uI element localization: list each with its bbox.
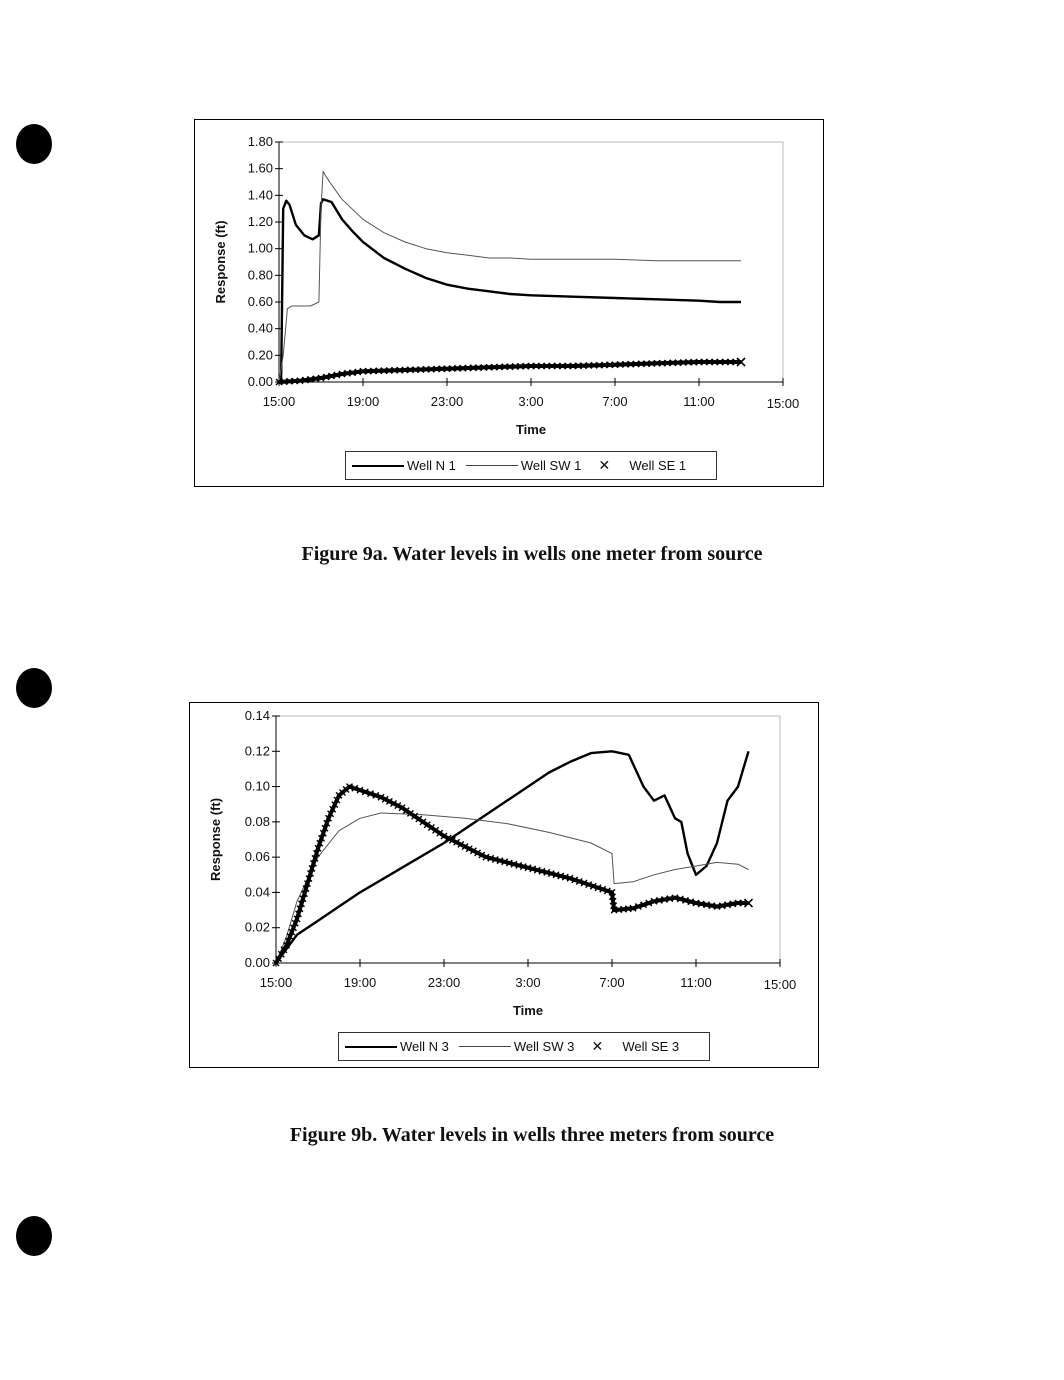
- legend-thin-line-icon: [459, 1046, 511, 1047]
- y-tick-label: 0.40: [247, 320, 273, 336]
- legend-item-well-se3: [584, 1038, 679, 1055]
- y-tick-label: 0.00: [247, 374, 273, 389]
- y-tick-label: 0.12: [244, 743, 270, 759]
- plot-area-frame: [276, 716, 780, 963]
- chart-figure-9a: [194, 119, 824, 487]
- x-axis-title: Time: [515, 422, 547, 437]
- legend-label-well-n1: Well N 1: [407, 458, 456, 473]
- plot-area-frame: [279, 142, 783, 382]
- caption-figure-9a: Figure 9a. Water levels in wells one meter from source: [301, 543, 763, 565]
- x-tick-label: 23:00: [430, 394, 464, 409]
- x-tick-label: 11:00: [683, 394, 715, 409]
- legend-thick-line-icon: [345, 1046, 397, 1048]
- series-well-n-1-line: [279, 199, 741, 382]
- y-tick-label: 0.08: [244, 813, 270, 829]
- chart-figure-9a-plot: [195, 120, 825, 488]
- binder-hole-middle: [16, 668, 52, 708]
- x-tick-label: 11:00: [680, 975, 712, 990]
- legend-thick-line-icon: [352, 465, 404, 467]
- y-tick-label: 0.06: [244, 849, 270, 865]
- legend-label-well-sw3: Well SW 3: [513, 1039, 575, 1054]
- legend-x-marker-icon: ✕: [591, 1038, 604, 1054]
- legend-item-well-sw3: [459, 1039, 574, 1054]
- series-well-n-3-line: [276, 751, 749, 963]
- series-well-sw-3-line: [276, 813, 749, 963]
- x-tick-label: 19:00: [346, 394, 380, 409]
- chart-figure-9a-legend: [345, 451, 717, 480]
- x-tick-label: 15:00: [763, 977, 797, 992]
- y-tick-label: 1.80: [247, 134, 273, 149]
- legend-item-well-n3: [345, 1039, 449, 1054]
- series-well-se-1: [276, 358, 745, 385]
- y-tick-label: 0.14: [244, 708, 270, 723]
- y-tick-label: 0.04: [244, 884, 270, 900]
- y-tick-label: 0.60: [247, 294, 273, 309]
- y-tick-label: 1.60: [247, 160, 273, 176]
- binder-hole-bottom: [16, 1216, 52, 1256]
- x-tick-label: 7:00: [599, 975, 625, 990]
- caption-figure-9b: Figure 9b. Water levels in wells three meters from source: [289, 1124, 775, 1146]
- y-tick-label: 1.00: [247, 240, 273, 256]
- y-tick-label: 1.20: [247, 214, 273, 229]
- legend-label-well-se3: Well SE 3: [622, 1039, 680, 1054]
- x-tick-label: 19:00: [343, 975, 377, 990]
- legend-label-well-se1: Well SE 1: [629, 458, 687, 473]
- chart-figure-9b: [189, 702, 819, 1068]
- x-tick-label: 15:00: [262, 394, 296, 409]
- y-axis-title: Response (ft): [208, 797, 223, 882]
- x-tick-label: 3:00: [515, 975, 541, 990]
- legend-item-well-se1: [591, 457, 686, 474]
- y-tick-label: 0.00: [244, 955, 270, 970]
- y-tick-label: 0.02: [244, 919, 270, 935]
- x-tick-label: 23:00: [427, 975, 461, 990]
- binder-hole-top: [16, 124, 52, 164]
- series-well-se-3: [273, 784, 753, 966]
- legend-thin-line-icon: [466, 465, 518, 466]
- series-well-sw-1-line: [279, 171, 741, 382]
- legend-item-well-n1: [352, 458, 456, 473]
- x-tick-label: 3:00: [518, 394, 544, 409]
- x-tick-label: 15:00: [766, 396, 800, 411]
- x-tick-label: 15:00: [259, 975, 293, 990]
- y-tick-label: 0.80: [247, 267, 273, 283]
- legend-x-marker-icon: ✕: [598, 457, 611, 473]
- x-axis-title: Time: [512, 1003, 544, 1018]
- legend-item-well-sw1: [466, 458, 581, 473]
- legend-label-well-n3: Well N 3: [400, 1039, 449, 1054]
- legend-label-well-sw1: Well SW 1: [520, 458, 582, 473]
- y-tick-label: 1.40: [247, 187, 273, 203]
- chart-figure-9b-legend: [338, 1032, 710, 1061]
- y-tick-label: 0.10: [244, 778, 270, 794]
- series-well-se-3-band: [276, 787, 749, 963]
- y-axis-title: Response (ft): [213, 220, 228, 304]
- chart-figure-9b-plot: [190, 703, 820, 1069]
- x-tick-label: 7:00: [602, 394, 628, 409]
- y-tick-label: 0.20: [247, 347, 273, 363]
